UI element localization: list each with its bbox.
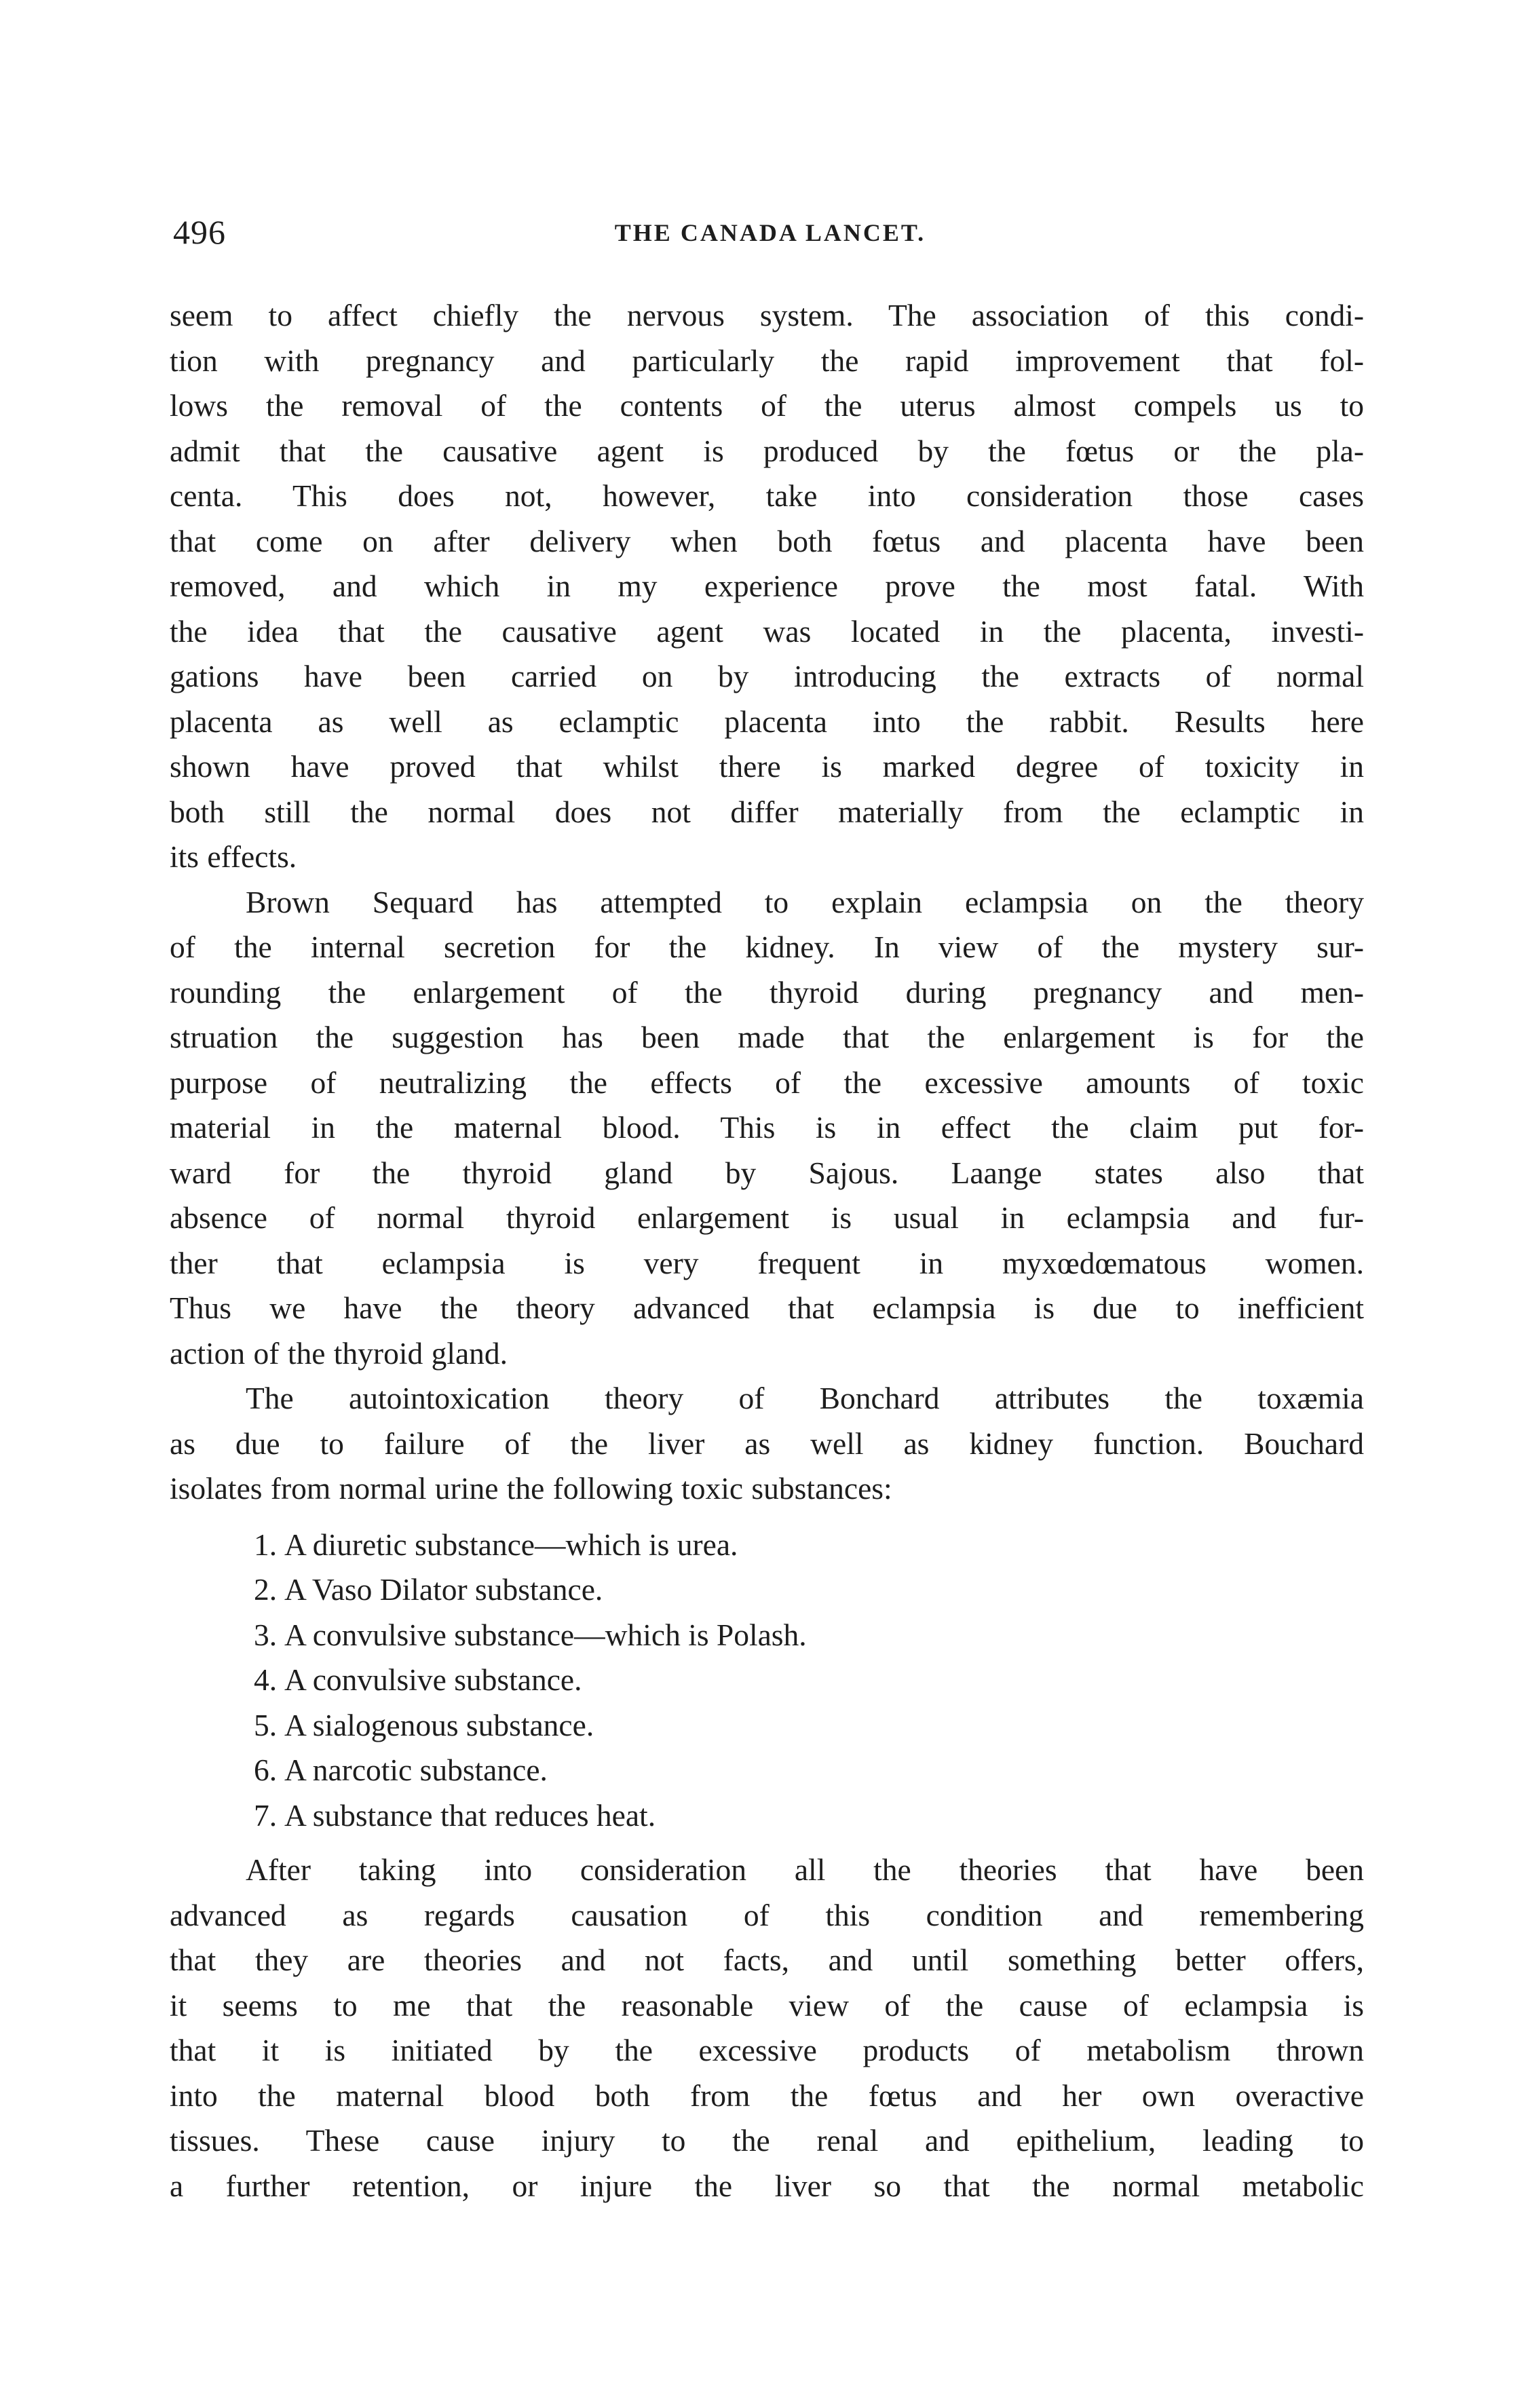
list-item-number: 1. [254, 1527, 278, 1562]
page-number: 496 [173, 213, 226, 251]
text-line: that come on after delivery when both fœtus and placenta have been [170, 523, 1364, 558]
text-line: rounding the enlargement of the thyroid during pregnancy and men- [170, 974, 1364, 1010]
text-line: tion with pregnancy and particularly the rapid improvement that fol- [170, 343, 1364, 378]
text-line: Thus we have the theory advanced that eclampsia is due to inefficient [170, 1291, 1364, 1325]
text-line: The autointoxication theory of Bonchard attributes the toxæmia [246, 1381, 1364, 1415]
text-line: isolates from normal urine the following toxic substances: [170, 1471, 892, 1506]
text-line: After taking into consideration all the theories that have been [246, 1852, 1364, 1887]
text-line: into the maternal blood both from the fœtus and her own overactive [170, 2078, 1364, 2113]
text-line: lows the removal of the contents of the uterus almost compels us to [170, 388, 1364, 423]
page-header [173, 212, 1367, 252]
paragraph-1 [170, 293, 1364, 880]
list-item-number: 7. [254, 1797, 278, 1833]
text-line: ward for the thyroid gland by Sajous. Laange states also that [170, 1155, 1364, 1190]
text-line: both still the normal does not differ materially from the eclamptic in [170, 794, 1364, 829]
text-line: absence of normal thyroid enlargement is usual in eclampsia and fur- [170, 1200, 1364, 1235]
paragraph-4 [170, 1848, 1364, 2209]
text-line: struation the suggestion has been made that the enlargement is for the [170, 1020, 1364, 1054]
text-line: admit that the causative agent is produced by the fœtus or the pla- [170, 433, 1364, 468]
text-line: gations have been carried on by introducing the extracts of normal [170, 659, 1364, 693]
text-line: that it is initiated by the excessive products of metabolism thrown [170, 2033, 1364, 2067]
list-item-text: A convulsive substance—which is Polash. [284, 1617, 807, 1652]
text-line: the idea that the causative agent was located in the placenta, investi- [170, 613, 1364, 649]
list-item-text: A convulsive substance. [284, 1662, 582, 1697]
list-item-number: 2. [254, 1572, 278, 1607]
text-line: its effects. [170, 839, 297, 874]
text-line: material in the maternal blood. This is in effect the claim put for- [170, 1110, 1364, 1145]
list-item-number: 6. [254, 1753, 278, 1787]
text-line: of the internal secretion for the kidney. In view of the mystery sur- [170, 930, 1364, 964]
list-item-text: A substance that reduces heat. [284, 1797, 656, 1833]
text-line: tissues. These cause injury to the renal and epithelium, leading to [170, 2123, 1364, 2158]
text-line: that they are theories and not facts, and until something better offers, [170, 1943, 1364, 1977]
list-item [254, 1748, 1364, 1793]
text-line: a further retention, or injure the liver so that the normal metabolic [170, 2168, 1364, 2203]
paragraph-2 [170, 880, 1364, 1377]
list-item [254, 1567, 1364, 1613]
text-line: ther that eclampsia is very frequent in myxœdœmatous women. [170, 1245, 1364, 1280]
list-item-number: 3. [254, 1617, 278, 1652]
text-line: placenta as well as eclamptic placenta into the rabbit. Results here [170, 704, 1364, 739]
list-item [254, 1658, 1364, 1703]
text-line: centa. This does not, however, take into consideration those cases [170, 478, 1364, 513]
toxic-substances-list [170, 1523, 1364, 1839]
list-item [254, 1703, 1364, 1748]
list-item-number: 4. [254, 1662, 278, 1697]
text-line: action of the thyroid gland. [170, 1335, 508, 1371]
running-head: THE CANADA LANCET. [614, 219, 926, 246]
text-line: Brown Sequard has attempted to explain eclampsia on the theory [246, 884, 1364, 919]
text-line: it seems to me that the reasonable view of the cause of eclampsia is [170, 1987, 1364, 2023]
list-item [254, 1793, 1364, 1839]
list-item-text: A narcotic substance. [284, 1753, 548, 1787]
text-line: seem to affect chiefly the nervous system. The association of this condi- [170, 298, 1364, 332]
list-item-text: A Vaso Dilator substance. [284, 1572, 603, 1607]
list-item-number: 5. [254, 1707, 278, 1742]
text-line: advanced as regards causation of this condition and remembering [170, 1897, 1364, 1932]
list-item [254, 1523, 1364, 1568]
list-item [254, 1613, 1364, 1658]
text-line: purpose of neutralizing the effects of the excessive amounts of toxic [170, 1065, 1364, 1100]
text-line: as due to failure of the liver as well as kidney function. Bouchard [170, 1426, 1364, 1461]
text-line: removed, and which in my experience prove the most fatal. With [170, 569, 1364, 603]
text-line: shown have proved that whilst there is marked degree of toxicity in [170, 749, 1364, 784]
list-item-text: A sialogenous substance. [284, 1707, 594, 1742]
list-item-text: A diuretic substance—which is urea. [284, 1527, 738, 1562]
body-text [170, 293, 1364, 2209]
paragraph-3 [170, 1376, 1364, 1512]
